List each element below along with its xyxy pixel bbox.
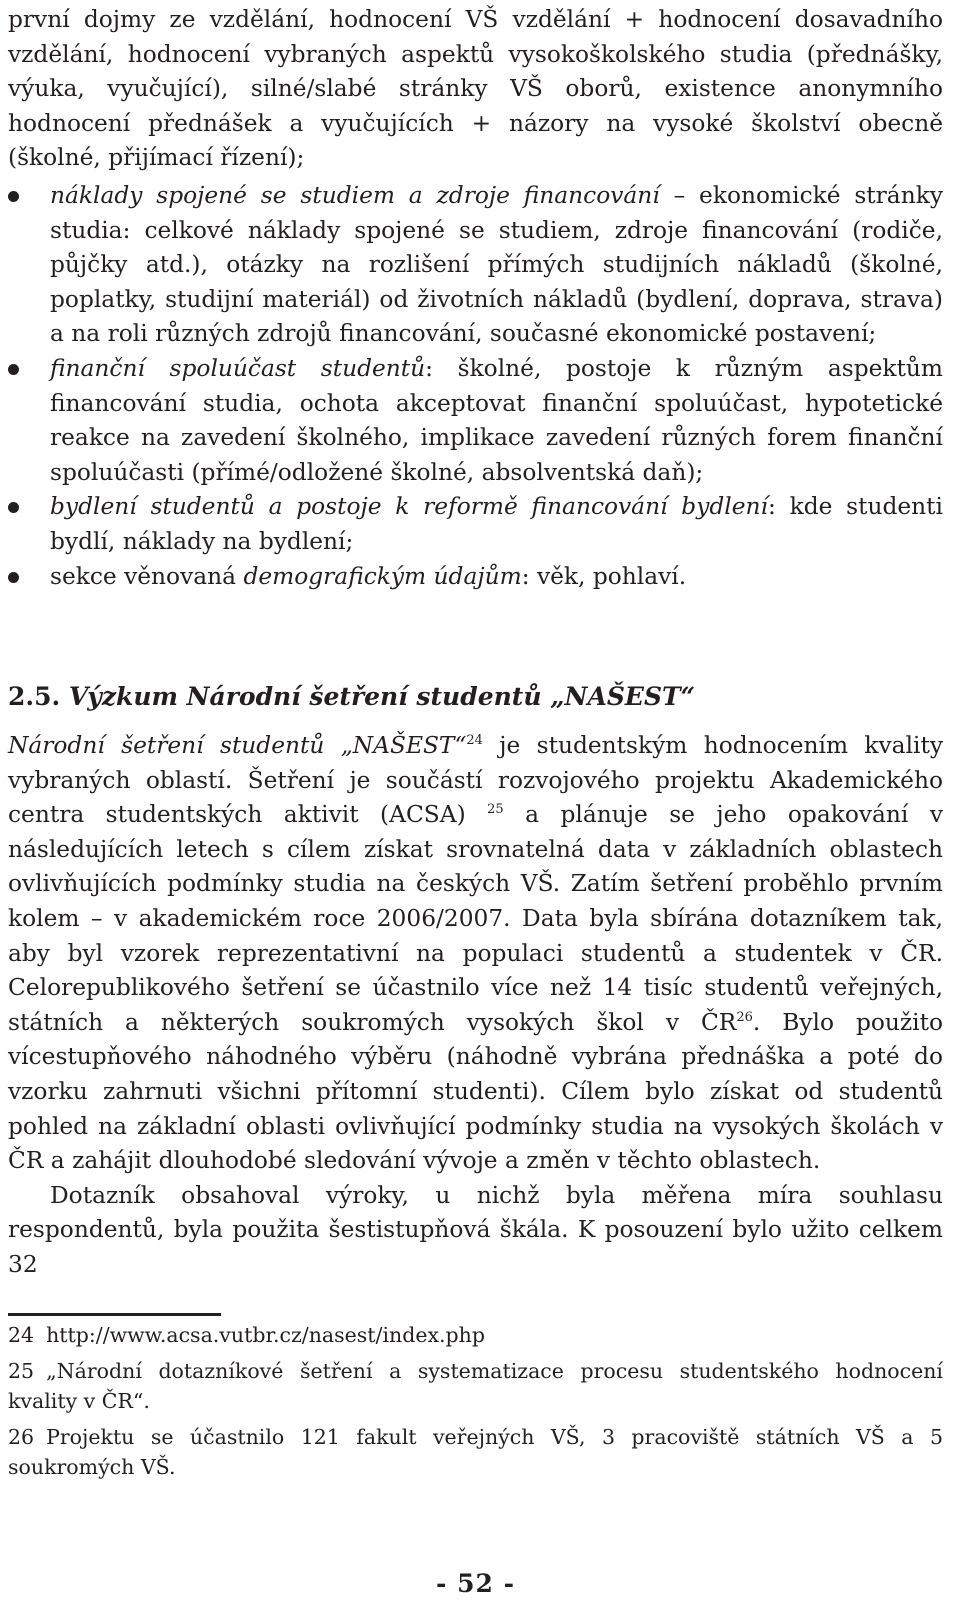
bullet-item-demographics: [8, 560, 943, 595]
bullet-item-housing: [8, 490, 943, 559]
footnote-number: 24: [8, 1323, 35, 1347]
section-heading: [8, 680, 943, 714]
bullet-item-cofinancing: [8, 352, 943, 490]
bullet-text: : školné, postoje k různým aspektům financování studia, ochota akceptovat finanční spoluúčast, hypotetické reakce na zavedení školného, implikace zavedení různých forem finanční spoluúčasti (přímé/odložené školné, absolventská daň);: [50, 354, 943, 486]
bullet-pre: sekce věnovaná: [50, 562, 244, 590]
bullet-lead: bydlení studentů a postoje k reformě financování bydlení: [50, 493, 768, 521]
bullet-item-costs: [8, 179, 943, 352]
body-paragraph-2: Dotazník obsahoval výroky, u nichž byla měřena míra souhlasu respondentů, byla použita šestistupňová škála. K posouzení bylo užito celkem 32: [8, 1181, 943, 1278]
footnote-ref-25[interactable]: 25: [487, 802, 504, 818]
section-body: [8, 729, 943, 1283]
paragraph-text: je studentským hodnocením kvality vybraných oblastí. Šetření je součástí rozvojového projektu Akademického centra studentských aktivit (ACSA): [8, 732, 943, 829]
footnote-ref-26[interactable]: 26: [736, 1009, 753, 1025]
footnote-text: „Národní dotazníkové šetření a systematizace procesu studentského hodnocení kvality v ČR“.: [8, 1359, 943, 1413]
bullet-text: – ekonomické stránky studia: celkové náklady spojené se studiem, zdroje financování (rodiče, půjčky atd.), otázky na rozlišení přímých studijních nákladů (školné, poplatky, studijní materiál) od životních nákladů (bydlení, doprava, strava) a na roli různých zdrojů financování, současné ekonomické postavení;: [50, 182, 943, 348]
footnotes: [8, 1320, 943, 1488]
footnote-26: [8, 1422, 943, 1482]
footnote-number: 25: [8, 1359, 35, 1383]
bullet-text: : věk, pohlaví.: [521, 562, 687, 590]
footnote-text: Projektu se účastnilo 121 fakult veřejných VŠ, 3 pracoviště státních VŠ a 5 soukromých VŠ.: [8, 1425, 943, 1479]
survey-name: Národní šetření studentů „NAŠEST“: [8, 732, 467, 759]
footnote-divider: [8, 1313, 221, 1316]
footnote-text[interactable]: http://www.acsa.vutbr.cz/nasest/index.php: [46, 1323, 485, 1347]
bullet-lead: náklady spojené se studiem a zdroje financování: [50, 182, 660, 209]
paragraph-text: a plánuje se jeho opakování v následujících letech s cílem získat srovnatelná data v základních oblastech ovlivňujících podmínky studia na českých VŠ. Zatím šetření proběhlo prvním kolem – v akademickém roce 2006/2007. Data byla sbírána dotazníkem tak, aby byl vzorek reprezentativní na populaci studentů a studentek v ČR. Celorepublikového šetření se účastnilo více než 14 tisíc studentů veřejných, státních a některých soukromých vysokých škol v ČR: [8, 801, 943, 1036]
section-title: Výzkum Národní šetření studentů „NAŠEST“: [68, 682, 695, 711]
paragraph-text: . Bylo použito vícestupňového náhodného výběru (náhodně vybrána přednáška a poté do vzorku zahrnuti všichni přítomní studenti). Cílem bylo získat od studentů pohled na základní oblasti ovlivňující podmínky studia na vysokých školách v ČR a zahájit dlouhodobé sledování vývoje a změn v těchto oblastech.: [8, 1008, 943, 1175]
footnote-ref-24[interactable]: 24: [466, 733, 483, 748]
section-number: 2.5.: [8, 682, 61, 711]
footnote-number: 26: [8, 1425, 35, 1449]
bullet-text: : kde studenti bydlí, náklady na bydlení;: [50, 493, 943, 555]
footnote-24: [8, 1320, 943, 1350]
intro-paragraph: první dojmy ze vzdělání, hodnocení VŠ vzdělání + hodnocení dosavadního vzdělání, hodnocení vybraných aspektů vysokoškolského studia (přednášky, výuka, vyučující), silné/slabé stránky VŠ oborů, existence anonymního hodnocení přednášek a vyučujících + názory na vysoké školství obecně (školné, přijímací řízení);: [8, 6, 943, 172]
bullet-lead: finanční spoluúčast studentů: [50, 354, 426, 382]
body-paragraph-1: [8, 729, 943, 1179]
page-number: - 52 -: [436, 1569, 515, 1598]
footnote-25: [8, 1356, 943, 1416]
topic-bullet-list: [8, 179, 943, 594]
bullet-lead: demografickým údajům: [243, 562, 522, 590]
